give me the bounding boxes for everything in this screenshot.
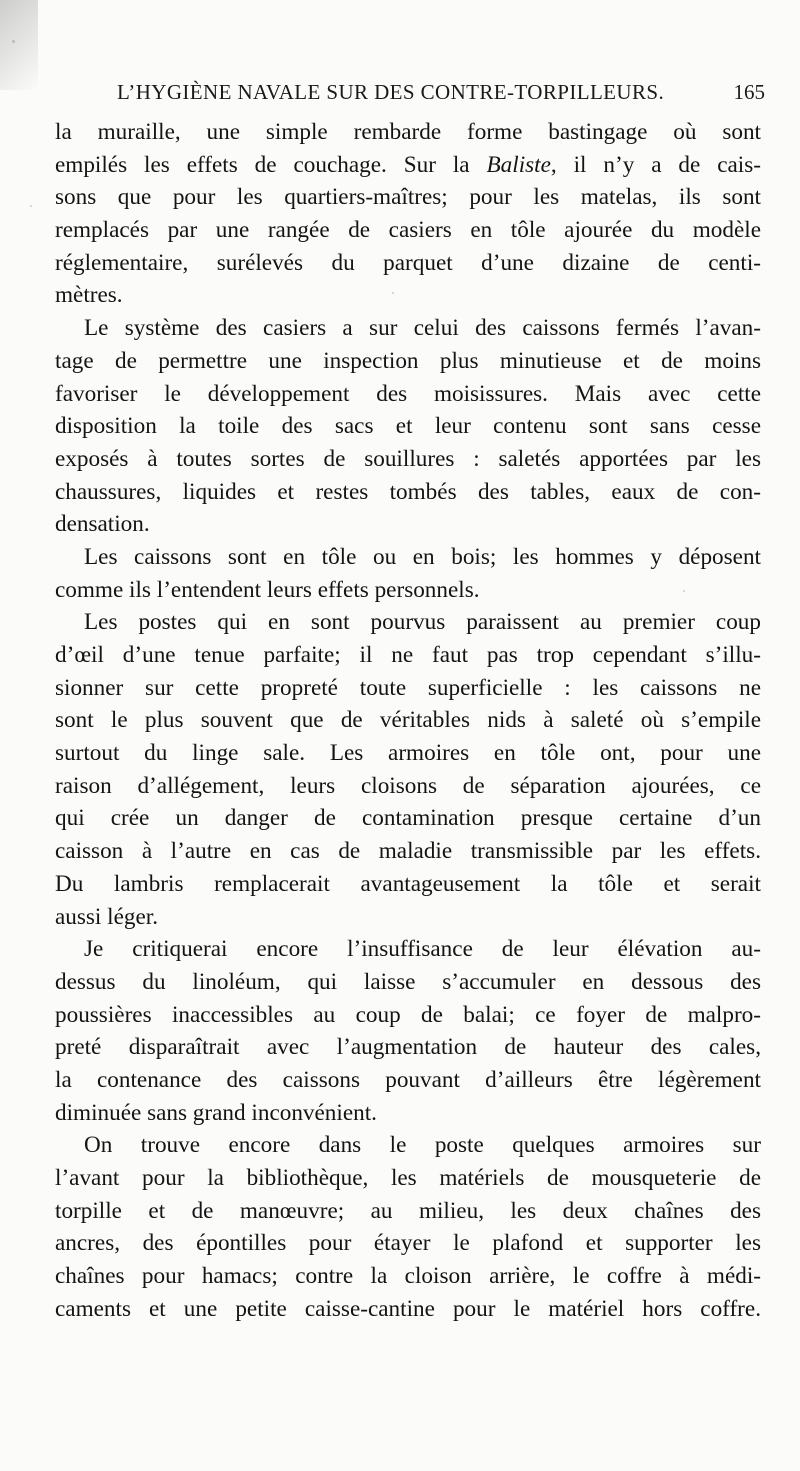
ship-name: Baliste (486, 151, 551, 178)
text-line: remplacés par une rangée de casiers en tôle ajourée du modèle (55, 217, 761, 244)
text-line: diminuée sans grand inconvénient. (55, 1099, 377, 1126)
text-line: Le système des casiers a sur celui des caissons fermés l’avan- (84, 315, 761, 342)
text-line: ancres, des épontilles pour étayer le plafond et supporter les (55, 1230, 761, 1257)
text-line: disposition la toile des sacs et leur contenu sont sans cesse (55, 413, 761, 440)
text-line (55, 149, 761, 182)
text-line: sont le plus souvent que de véritables nids à saleté où s’empile (55, 707, 761, 734)
text-line: aussi léger. (55, 903, 159, 930)
running-head: L’HYGIÈNE NAVALE SUR DES CONTRE-TORPILLEURS. (117, 80, 665, 104)
text-line: mètres. (55, 282, 123, 309)
text-line: exposés à toutes sortes de souillures : saletés apportées par les (55, 445, 761, 472)
text-line: qui crée un danger de contamination presque certaine d’un (55, 805, 761, 832)
text-line: chaussures, liquides et restes tombés des tables, eaux de con- (55, 478, 761, 505)
text-line: réglementaire, surélevés du parquet d’une dizaine de centi- (55, 249, 761, 276)
scan-speck (683, 590, 685, 592)
text-line: Du lambris remplacerait avantageusement la tôle et serait (55, 870, 761, 897)
text-line: la muraille, une simple rembarde forme bastingage où sont (55, 119, 761, 145)
text-line: surtout du linge sale. Les armoires en tôle ont, pour une (55, 740, 761, 767)
scan-speck (392, 292, 394, 294)
text-line: l’avant pour la bibliothèque, les matériels de mousqueterie de (55, 1165, 761, 1191)
text-line: chaînes pour hamacs; contre la cloison arrière, le coffre à médi- (55, 1263, 761, 1290)
text-line: Je critiquerai encore l’insuffisance de leur élévation au- (84, 936, 761, 963)
text-line: torpille et de manœuvre; au milieu, les deux chaînes des (55, 1197, 761, 1224)
text-line: caments et une petite caisse-cantine pour le matériel hors coffre. (55, 1295, 761, 1322)
text-line: favoriser le développement des moisissures. Mais avec cette (55, 380, 761, 407)
text-fragment: , il n’y a de cais- (550, 151, 761, 178)
page-number: 165 (733, 80, 765, 104)
text-line: comme ils l’entendent leurs effets personnels. (55, 576, 480, 603)
text-line: Les caissons sont en tôle ou en bois; les hommes y déposent (84, 543, 761, 570)
text-line: densation. (55, 511, 150, 538)
text-line: preté disparaîtrait avec l’augmentation de hauteur des cales, (55, 1034, 761, 1061)
scan-speck (30, 205, 32, 207)
text-line: Les postes qui en sont pourvus paraissent au premier coup (84, 609, 761, 636)
text-line: dessus du linoléum, qui laisse s’accumuler en dessous des (55, 968, 761, 995)
text-line: poussières inaccessibles au coup de balai; ce foyer de malpro- (55, 1001, 761, 1028)
text-line: tage de permettre une inspection plus minutieuse et de moins (55, 347, 761, 374)
text-line: On trouve encore dans le poste quelques armoires sur (84, 1132, 761, 1159)
text-fragment: empilés les effets de couchage. Sur la (55, 151, 487, 178)
body-text (55, 116, 761, 1325)
text-line: raison d’allégement, leurs cloisons de séparation ajourées, ce (55, 772, 761, 799)
text-line: d’œil d’une tenue parfaite; il ne faut pas trop cependant s’illu- (55, 642, 761, 668)
text-line: sons que pour les quartiers-maîtres; pour les matelas, ils sont (55, 184, 761, 211)
text-line: caisson à l’autre en cas de maladie transmissible par les effets. (55, 838, 761, 865)
text-line: la contenance des caissons pouvant d’ailleurs être légèrement (55, 1066, 761, 1093)
text-line: sionner sur cette propreté toute superficielle : les caissons ne (55, 674, 761, 701)
scan-speck (12, 40, 15, 43)
scan-corner-shadow (0, 0, 38, 90)
page-header (55, 80, 765, 110)
